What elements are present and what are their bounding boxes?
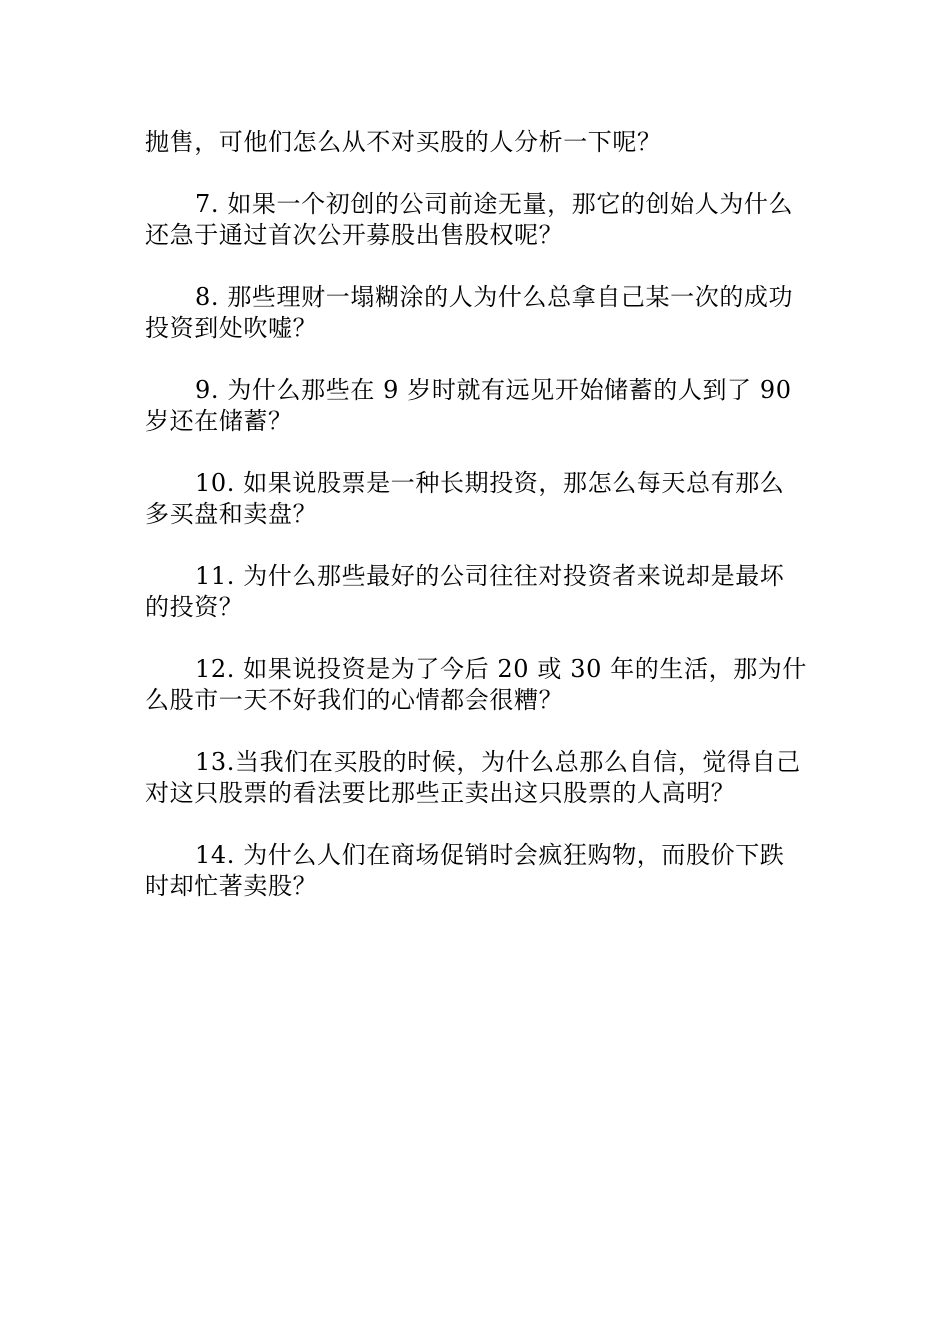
document-body <box>145 127 808 933</box>
paragraph-question-9: 9. 为什么那些在 9 岁时就有远见开始储蓄的人到了 90 岁还在储蓄？ <box>145 376 792 435</box>
paragraph-question-10: 10. 如果说股票是一种长期投资，那怎么每天总有那么多买盘和卖盘？ <box>145 469 785 528</box>
paragraph-continuation: 抛售，可他们怎么从不对买股的人分析一下呢？ <box>145 128 662 156</box>
paragraph-question-8: 8. 那些理财一塌糊涂的人为什么总拿自己某一次的成功投资到处吹嘘？ <box>145 283 794 342</box>
paragraph-question-13: 13.当我们在买股的时候，为什么总那么自信，觉得自己对这只股票的看法要比那些正卖出这只股票的人高明？ <box>145 748 801 807</box>
paragraph-question-11: 11. 为什么那些最好的公司往往对投资者来说却是最坏的投资？ <box>145 562 785 621</box>
paragraph-question-14: 14. 为什么人们在商场促销时会疯狂购物，而股价下跌时却忙著卖股？ <box>145 841 785 900</box>
paragraph-question-12: 12. 如果说投资是为了今后 20 或 30 年的生活，那为什么股市一天不好我们的心情都会很糟？ <box>145 655 807 714</box>
paragraph-question-7: 7. 如果一个初创的公司前途无量，那它的创始人为什么还急于通过首次公开募股出售股权呢？ <box>145 190 794 249</box>
